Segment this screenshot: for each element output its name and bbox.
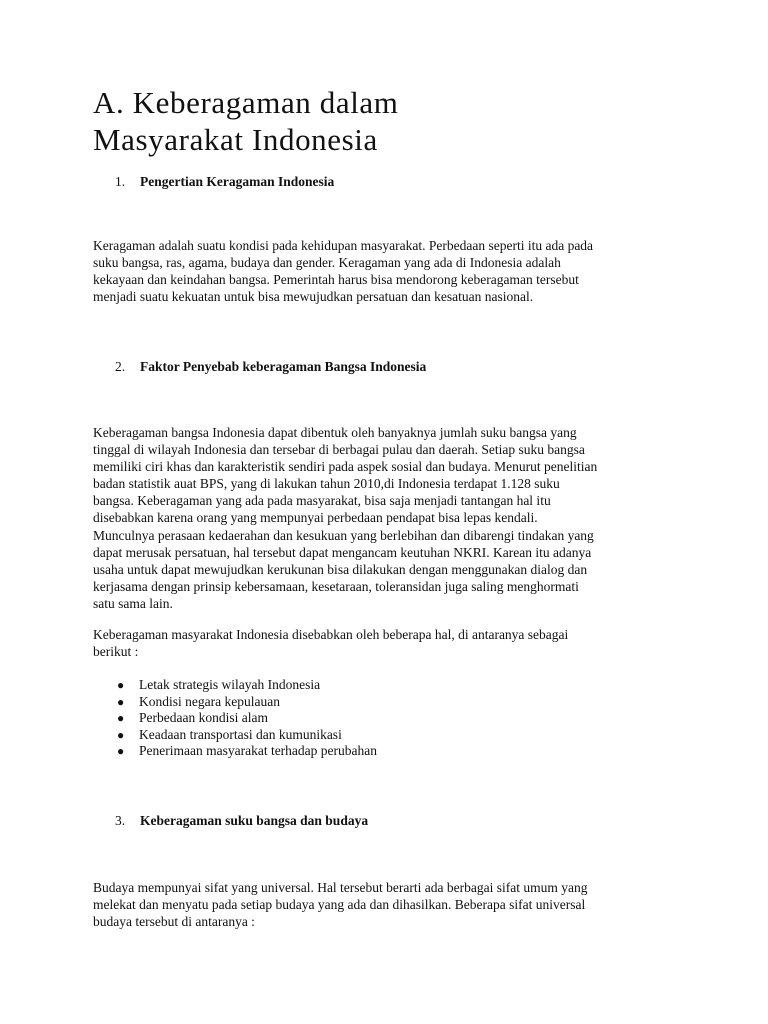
- paragraph-line: dapat merusak persatuan, hal tersebut dapat mengancam keutuhan NKRI. Karean itu adanya: [93, 544, 592, 560]
- paragraph-line: menjadi suatu kekuatan untuk bisa mewujudkan persatuan dan kesatuan nasional.: [93, 289, 534, 305]
- section-heading-2: [115, 358, 426, 376]
- paragraph-line: badan statistik auat BPS, yang di lakukan tahun 2010,di Indonesia terdapat 1.128 suku: [93, 476, 560, 492]
- bullet-icon: ●: [117, 678, 125, 692]
- list-item-text: Keadaan transportasi dan kumunikasi: [139, 726, 342, 742]
- paragraph-penyebab-intro: [93, 626, 683, 660]
- paragraph-line: melekat dan menyatu pada setiap budaya yang ada dan dihasilkan. Beberapa sifat universal: [93, 897, 586, 913]
- paragraph-line: tinggal di wilayah Indonesia dan tersebar di berbagai pulau dan daerah. Setiap suku bangsa: [93, 442, 585, 458]
- list-item: [93, 727, 377, 744]
- page-title: [93, 84, 653, 158]
- page-title-line-1: A. Keberagaman dalam: [93, 85, 399, 120]
- list-item-text: Perbedaan kondisi alam: [139, 710, 268, 725]
- paragraph-line: Keragaman adalah suatu kondisi pada kehidupan masyarakat. Perbedaan seperti itu ada pada: [93, 238, 594, 253]
- paragraph-line: bangsa. Keberagaman yang ada pada masyarakat, bisa saja menjadi tantangan hal itu: [93, 493, 551, 509]
- list-item: [93, 710, 377, 727]
- section-heading-1: [115, 173, 334, 191]
- section-heading-text: Keberagaman suku bangsa dan budaya: [140, 813, 369, 828]
- section-number: 2.: [115, 359, 126, 374]
- paragraph-line: Budaya mempunyai sifat yang universal. Hal tersebut berarti ada berbagai sifat umum yang: [93, 880, 588, 895]
- paragraph-budaya: [93, 879, 683, 930]
- paragraph-faktor: [93, 424, 683, 612]
- paragraph-line: satu sama lain.: [93, 595, 173, 611]
- list-item-text: Penerimaan masyarakat terhadap perubahan: [139, 743, 378, 758]
- list-item: [93, 694, 377, 711]
- paragraph-line: memiliki ciri khas dan karakteristik sendiri pada aspek sosial dan budaya. Menurut penelitian: [93, 459, 598, 475]
- list-item-text: Kondisi negara kepulauan: [139, 693, 280, 709]
- bullet-list: [93, 677, 377, 760]
- paragraph-line: Keberagaman masyarakat Indonesia disebabkan oleh beberapa hal, di antaranya sebagai: [93, 627, 569, 642]
- paragraph-line: berikut :: [93, 644, 139, 660]
- section-number: 3.: [115, 813, 126, 828]
- bullet-icon: ●: [117, 727, 125, 742]
- list-item: [93, 677, 377, 694]
- paragraph-line: suku bangsa, ras, agama, budaya dan gender. Keragaman yang ada di Indonesia adalah: [93, 255, 561, 271]
- paragraph-line: kekayaan dan keindahan bangsa. Pemerintah harus bisa mendorong keberagaman tersebut: [93, 272, 579, 288]
- bullet-icon: ●: [117, 711, 125, 725]
- list-item: [93, 743, 377, 760]
- section-heading-3: [115, 812, 368, 830]
- paragraph-line: kerjasama dengan prinsip kebersamaan, kesetaraan, toleransidan juga saling menghormati: [93, 578, 579, 594]
- paragraph-line: Keberagaman bangsa Indonesia dapat dibentuk oleh banyaknya jumlah suku bangsa yang: [93, 425, 577, 440]
- paragraph-line: disebabkan karena orang yang mempunyai perbedaan pendapat bisa lepas kendali.: [93, 510, 538, 526]
- paragraph-line: Munculnya perasaan kedaerahan dan kesukuan yang berlebihan dan dibarengi tindakan yang: [93, 527, 594, 543]
- bullet-icon: ●: [117, 694, 125, 709]
- paragraph-line: budaya tersebut di antaranya :: [93, 914, 255, 930]
- paragraph-keragaman: [93, 237, 683, 305]
- page-title-line-2: Masyarakat Indonesia: [93, 122, 378, 157]
- list-item-text: Letak strategis wilayah Indonesia: [139, 677, 321, 692]
- paragraph-line: usaha untuk dapat mewujudkan kerukunan bisa dilakukan dengan menggunakan dialog dan: [93, 561, 588, 577]
- section-number: 1.: [115, 174, 126, 189]
- section-heading-text: Faktor Penyebab keberagaman Bangsa Indonesia: [140, 359, 427, 374]
- bullet-icon: ●: [117, 744, 125, 758]
- section-heading-text: Pengertian Keragaman Indonesia: [140, 174, 335, 189]
